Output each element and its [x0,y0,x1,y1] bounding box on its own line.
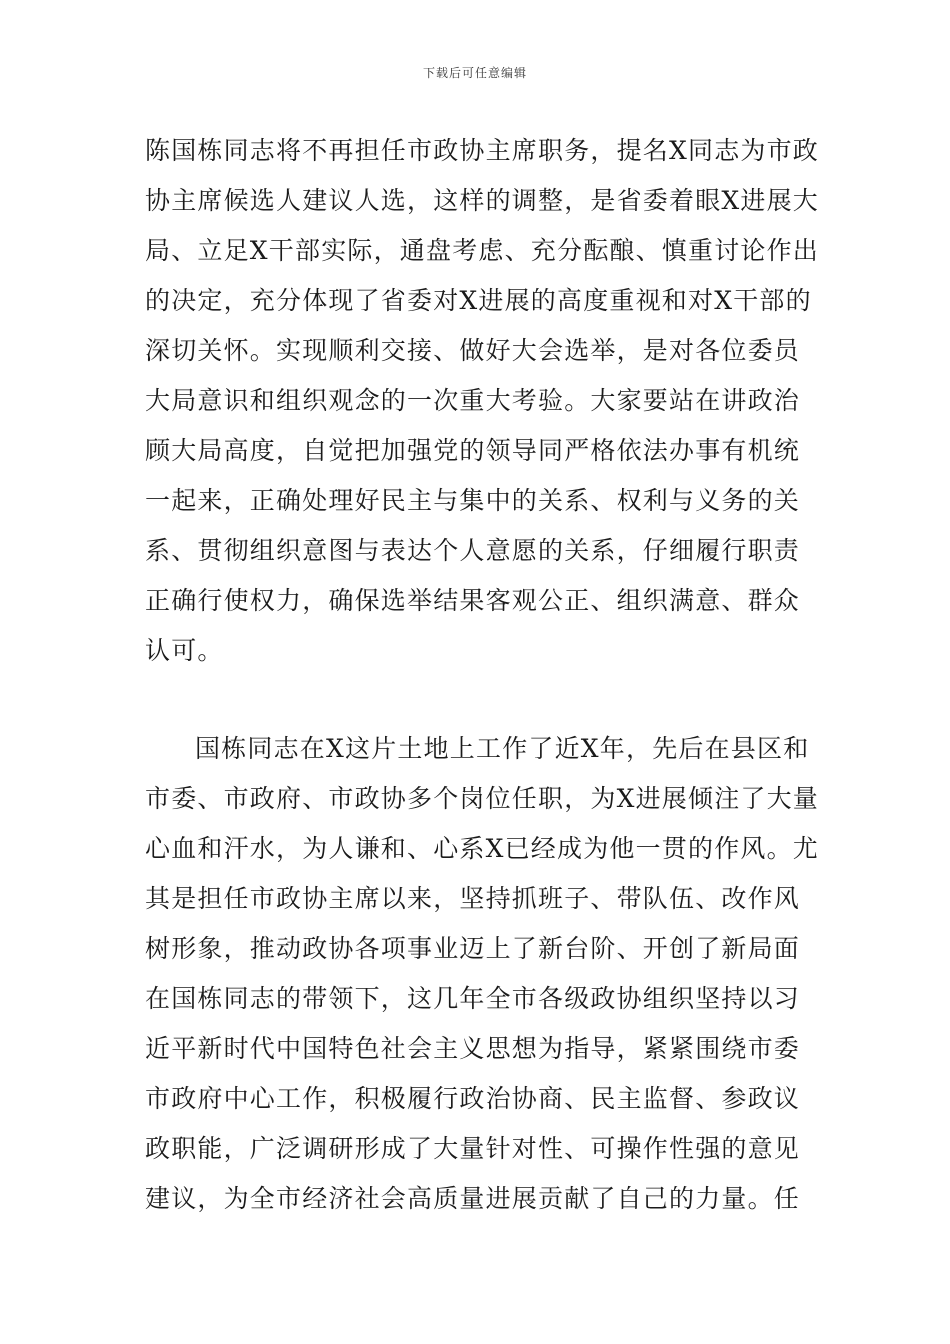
text-line: 陈国栋同志将不再担任市政协主席职务，提名X同志为市政 [145,136,820,165]
text-line: 的决定，充分体现了省委对X进展的高度重视和对X干部的 [145,286,812,315]
text-line: 市委、市政府、市政协多个岗位任职，为X进展倾注了大量 [145,784,820,813]
text-line: 一起来，正确处理好民主与集中的关系、权利与义务的关 [145,486,801,515]
text-line: 在国栋同志的带领下，这几年全市各级政协组织坚持以习 [145,984,801,1013]
text-line: 顾大局高度，自觉把加强党的领导同严格依法办事有机统 [145,436,801,465]
text-line: 树形象，推动政协各项事业迈上了新台阶、开创了新局面 [145,934,801,963]
text-line: 大局意识和组织观念的一次重大考验。大家要站在讲政治 [145,386,801,415]
text-line: 建议，为全市经济社会高质量进展贡献了自己的力量。任 [145,1184,801,1213]
text-line: 深切关怀。实现顺利交接、做好大会选举，是对各位委员 [145,336,801,365]
text-line: 认可。 [145,636,224,665]
paragraph-1 [145,126,820,676]
text-line: 系、贯彻组织意图与表达个人意愿的关系，仔细履行职责 [145,536,801,565]
text-line: 国栋同志在X这片土地上工作了近X年，先后在县区和 [195,734,810,763]
text-line: 局、立足X干部实际，通盘考虑、充分酝酿、慎重讨论作出 [145,236,820,265]
text-line: 政职能，广泛调研形成了大量针对性、可操作性强的意见 [145,1134,801,1163]
text-line: 市政府中心工作，积极履行政治协商、民主监督、参政议 [145,1084,801,1113]
document-body [145,126,820,1224]
text-line: 心血和汗水，为人谦和、心系X已经成为他一贯的作风。尤 [145,834,820,863]
paragraph-2 [145,724,820,1224]
text-line: 其是担任市政协主席以来，坚持抓班子、带队伍、改作风 [145,884,801,913]
text-line: 协主席候选人建议人选，这样的调整，是省委着眼X进展大 [145,186,820,215]
page-header: 下载后可任意编辑 [422,66,527,80]
text-line: 近平新时代中国特色社会主义思想为指导，紧紧围绕市委 [145,1034,801,1063]
text-line: 正确行使权力，确保选举结果客观公正、组织满意、群众 [145,586,801,615]
